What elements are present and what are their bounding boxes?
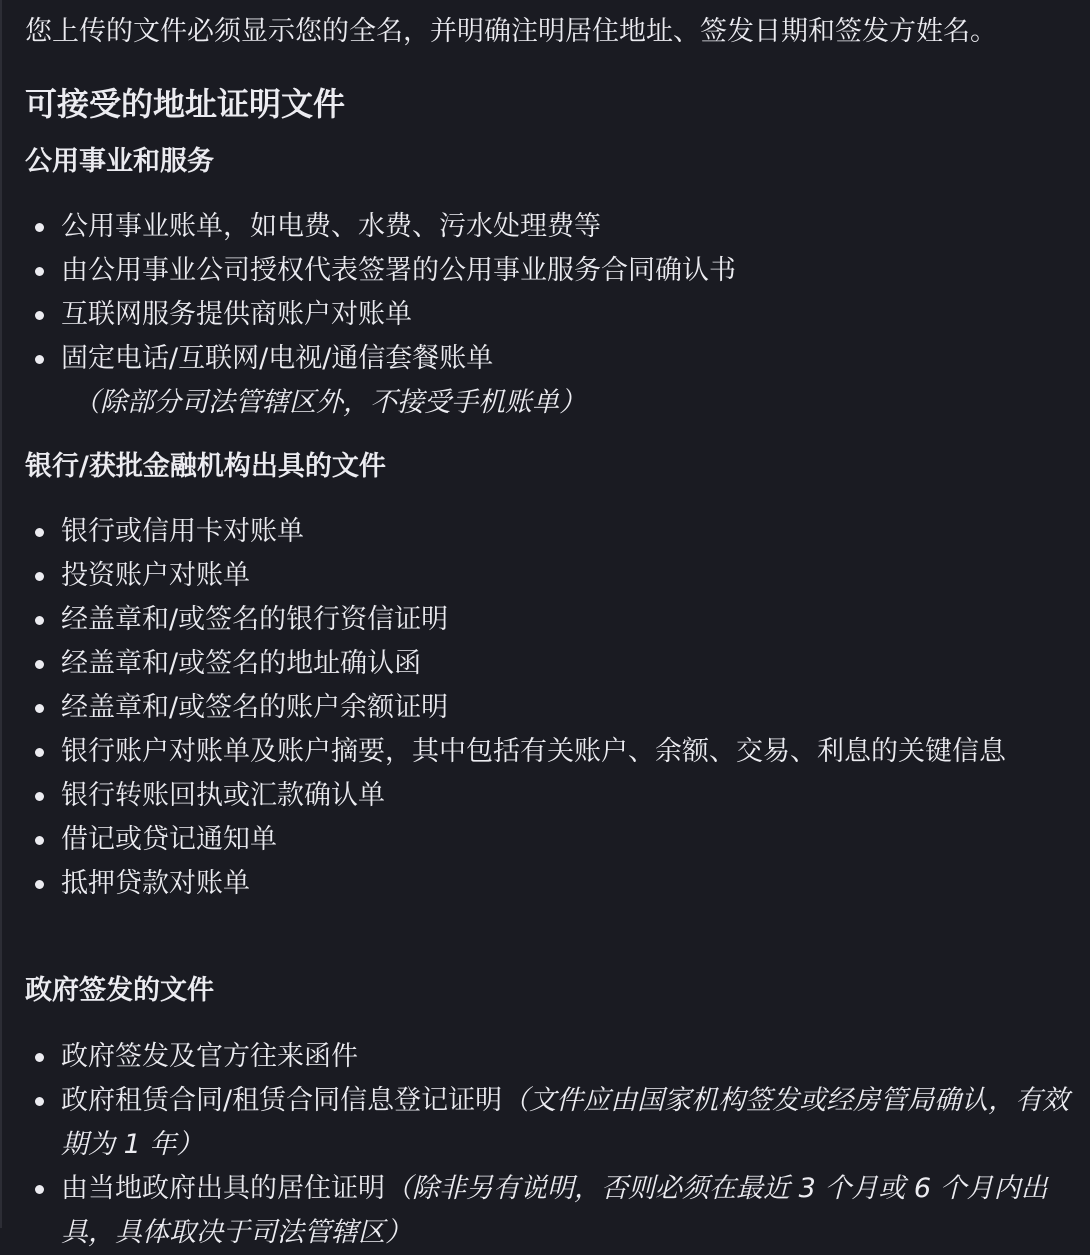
list-item: 互联网服务提供商账户对账单 bbox=[25, 293, 1070, 337]
utilities-list bbox=[25, 205, 1070, 425]
list-item-note: （除非另有说明，否则必须在最近 3 个月或 6 个月内出具，具体取决于司法管辖区） bbox=[61, 1173, 1048, 1248]
section-title-utilities: 公用事业和服务 bbox=[25, 146, 214, 177]
list-item-text: 固定电话/互联网/电视/通信套餐账单 bbox=[61, 343, 494, 374]
list-item-text: 由当地政府出具的居住证明 bbox=[61, 1173, 385, 1204]
window-edge bbox=[0, 0, 2, 1228]
list-item bbox=[25, 337, 1070, 425]
intro-text: 您上传的文件必须显示您的全名，并明确注明居住地址、签发日期和签发方姓名。 bbox=[25, 16, 997, 47]
list-item bbox=[25, 1079, 1070, 1167]
list-item: 抵押贷款对账单 bbox=[25, 862, 1070, 906]
list-item-text: 政府租赁合同/租赁合同信息登记证明 bbox=[61, 1085, 503, 1116]
list-item: 经盖章和/或签名的银行资信证明 bbox=[25, 598, 1070, 642]
page-heading: 可接受的地址证明文件 bbox=[25, 85, 346, 123]
list-item: 经盖章和/或签名的地址确认函 bbox=[25, 642, 1070, 686]
list-item: 由公用事业公司授权代表签署的公用事业服务合同确认书 bbox=[25, 249, 1070, 293]
list-item: 投资账户对账单 bbox=[25, 554, 1070, 598]
list-item bbox=[25, 1167, 1070, 1255]
bank-list bbox=[25, 510, 1070, 906]
list-item: 银行或信用卡对账单 bbox=[25, 510, 1070, 554]
list-item: 经盖章和/或签名的账户余额证明 bbox=[25, 686, 1070, 730]
list-item-note: （文件应由国家机构签发或经房管局确认，有效期为 1 年） bbox=[61, 1085, 1070, 1160]
list-item: 借记或贷记通知单 bbox=[25, 818, 1070, 862]
list-item: 银行转账回执或汇款确认单 bbox=[25, 774, 1070, 818]
section-title-government: 政府签发的文件 bbox=[25, 975, 214, 1006]
section-title-bank: 银行/获批金融机构出具的文件 bbox=[25, 451, 386, 482]
list-item: 公用事业账单，如电费、水费、污水处理费等 bbox=[25, 205, 1070, 249]
list-item: 银行账户对账单及账户摘要，其中包括有关账户、余额、交易、利息的关键信息 bbox=[25, 730, 1070, 774]
list-item-note: （除部分司法管辖区外，不接受手机账单） bbox=[73, 387, 586, 418]
list-item: 政府签发及官方往来函件 bbox=[25, 1035, 1070, 1079]
government-list bbox=[25, 1035, 1070, 1255]
